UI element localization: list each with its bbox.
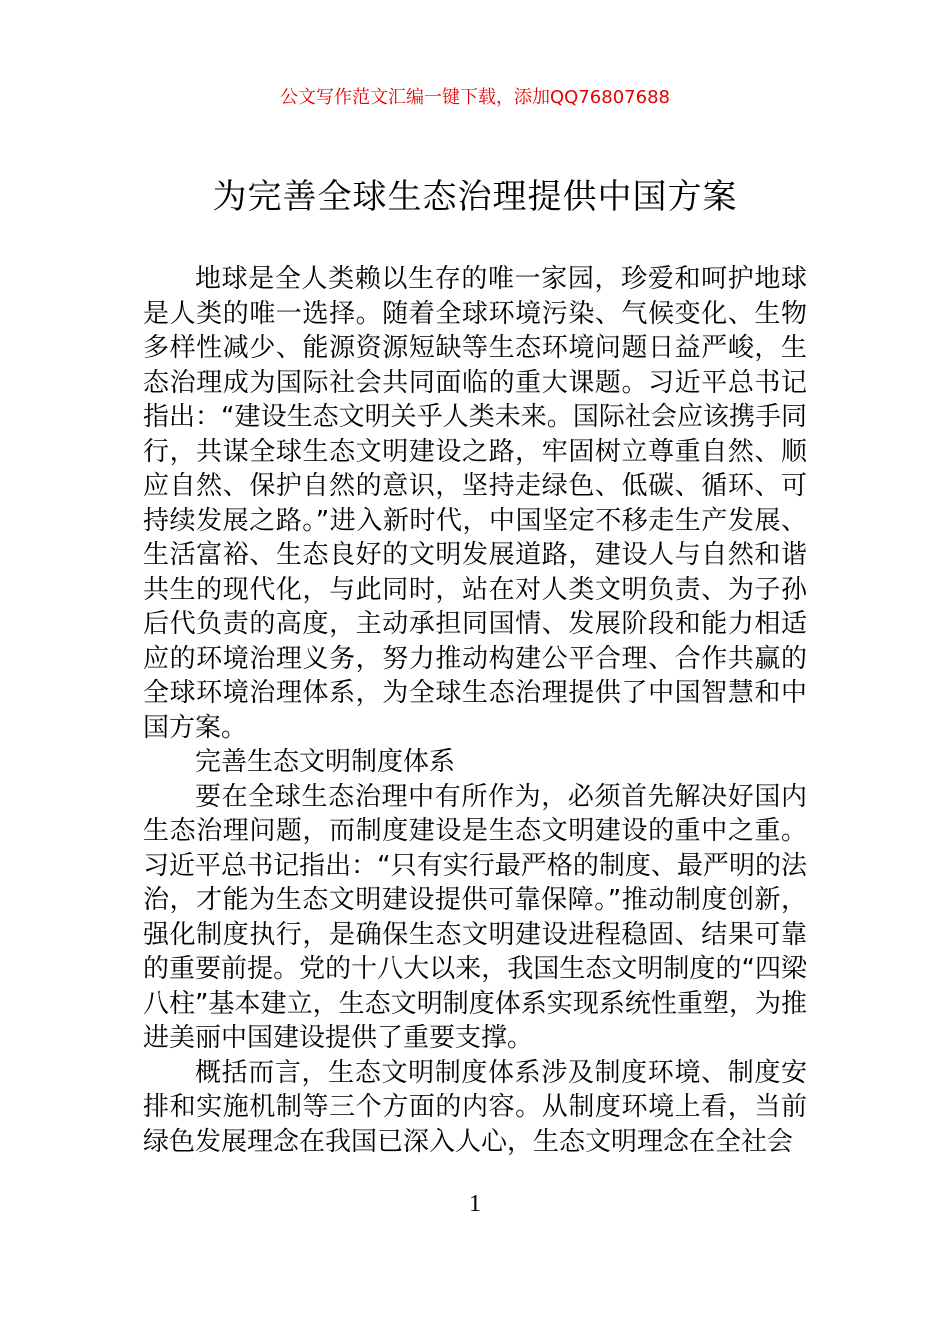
- document-title: 为完善全球生态治理提供中国方案: [212, 177, 738, 217]
- body-paragraph-1: 地球是全人类赖以生存的唯一家园，珍爱和呵护地球是人类的唯一选择。随着全球环境污染、气候变化、生物多样性减少、能源资源短缺等生态环境问题日益严峻，生态治理成为国际社会共同面临的重大课题。习近平总书记指出：“建设生态文明关乎人类未来。国际社会应该携手同行，共谋全球生态文明建设之路，牢固树立尊重自然、顺应自然、保护自然的意识，坚持走绿色、低碳、循环、可持续发展之路。”进入新时代，中国坚定不移走生产发展、生活富裕、生态良好的文明发展道路，建设人与自然和谐共生的现代化，与此同时，站在对人类文明负责、为子孙后代负责的高度，主动承担同国情、发展阶段和能力相适应的环境治理义务，努力推动构建公平合理、合作共赢的全球环境治理体系，为全球生态治理提供了中国智慧和中国方案。: [143, 264, 807, 743]
- page-number: 1: [469, 1191, 481, 1217]
- header-download-note: 公文写作范文汇编一键下载，添加QQ76807688: [280, 87, 670, 108]
- document-body: [143, 262, 807, 1159]
- body-paragraph-3: 概括而言，生态文明制度体系涉及制度环境、制度安排和实施机制等三个方面的内容。从制度环境上看，当前绿色发展理念在我国已深入人心，生态文明理念在全社会: [143, 1057, 807, 1157]
- section-heading: 完善生态文明制度体系: [195, 747, 456, 777]
- body-paragraph-2: 要在全球生态治理中有所作为，必须首先解决好国内生态治理问题，而制度建设是生态文明建设的重中之重。习近平总书记指出：“只有实行最严格的制度、最严明的法治，才能为生态文明建设提供可靠保障。”推动制度创新，强化制度执行，是确保生态文明建设进程稳固、结果可靠的重要前提。党的十八大以来，我国生态文明制度的“四梁八柱”基本建立，生态文明制度体系实现系统性重塑，为推进美丽中国建设提供了重要支撑。: [143, 781, 807, 1053]
